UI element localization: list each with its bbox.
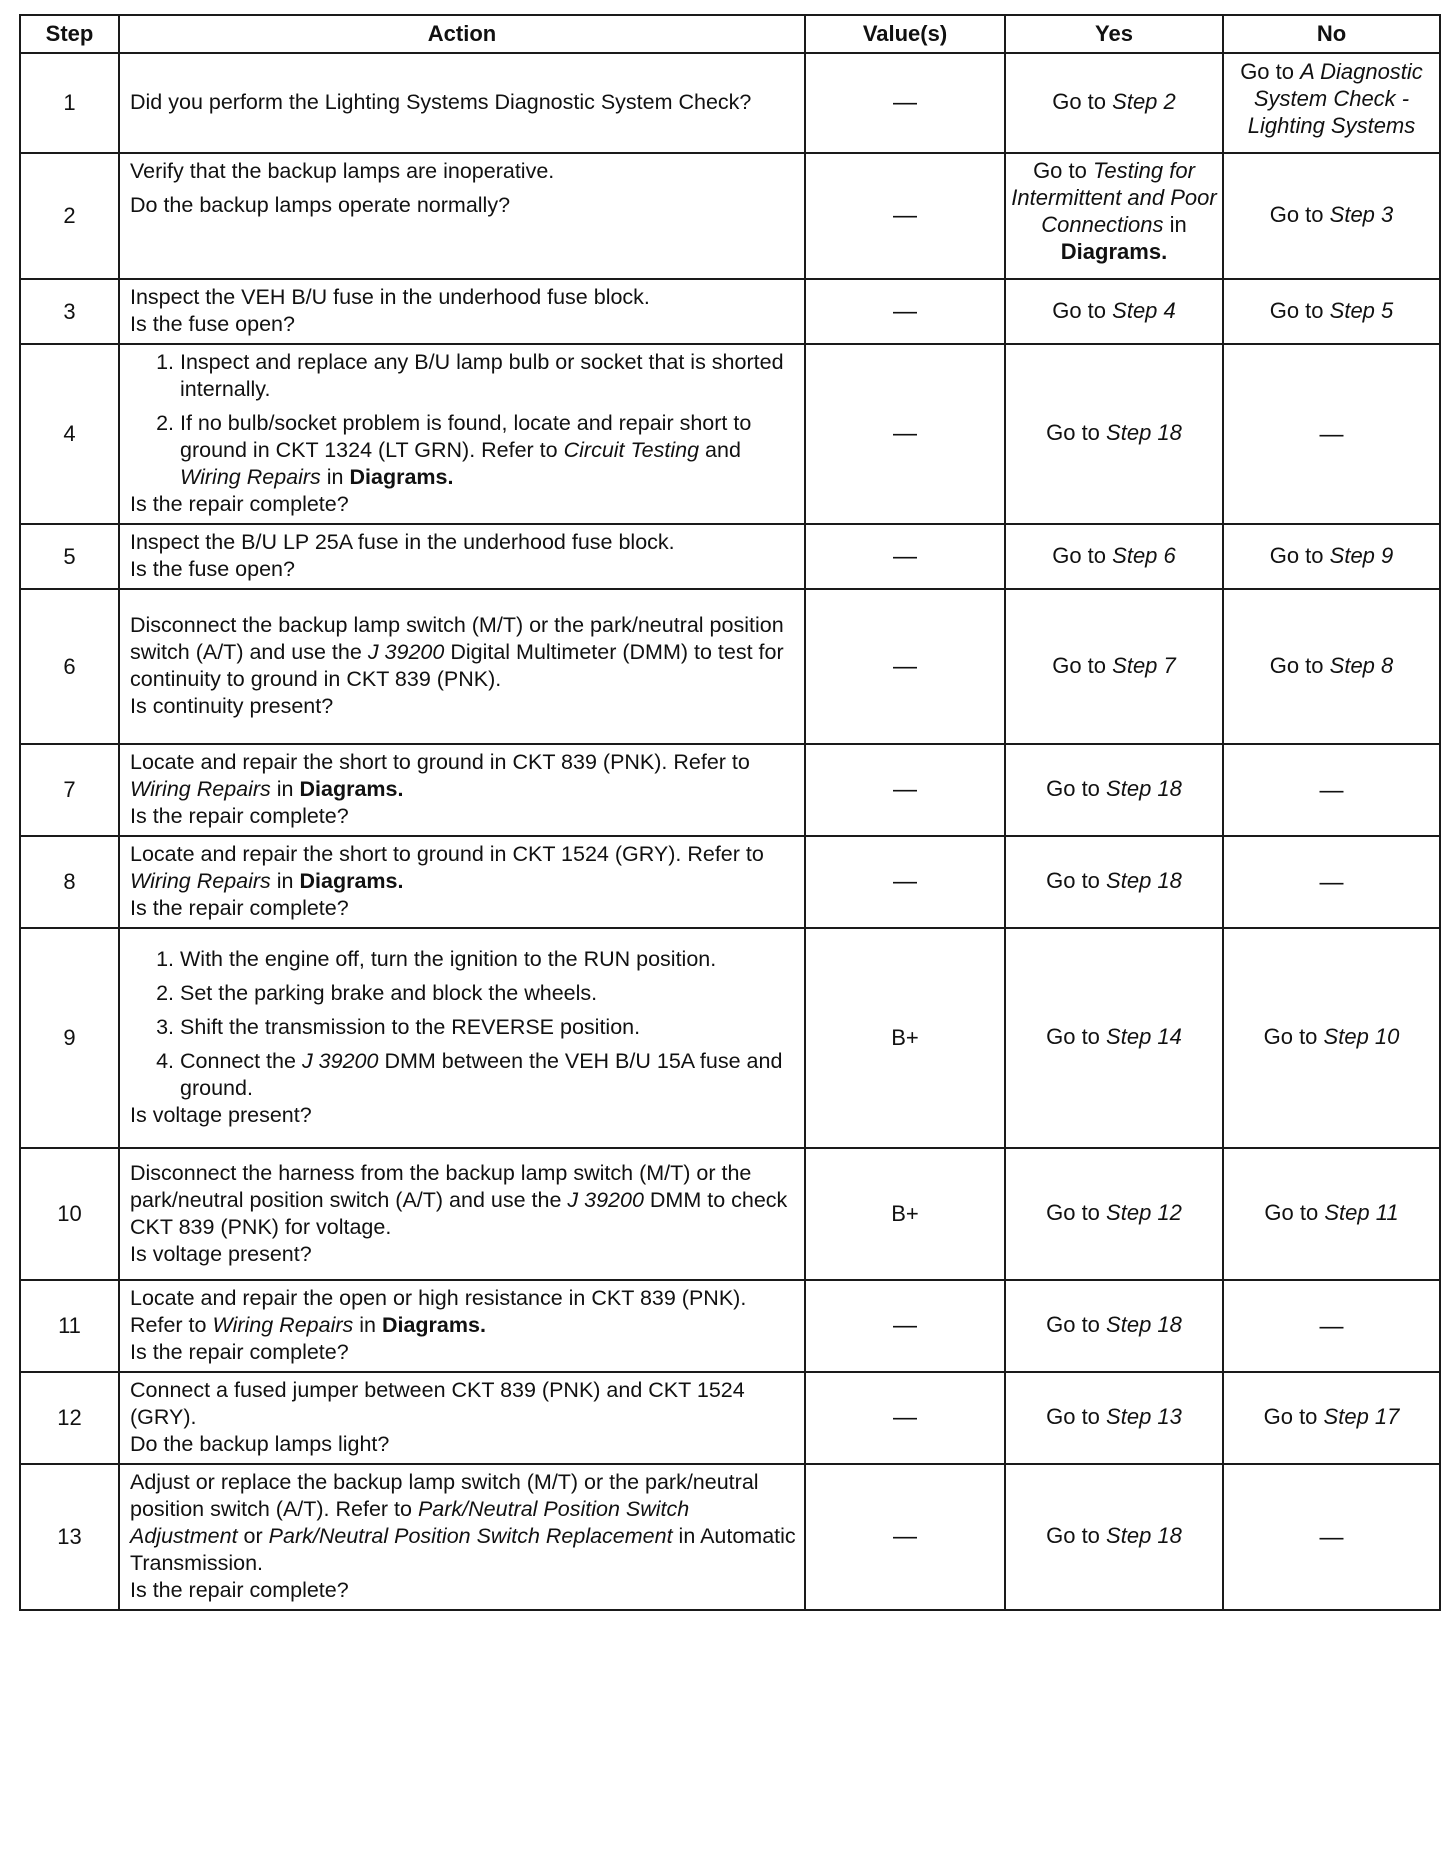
yes-cell	[1005, 153, 1223, 279]
doc-section: Diagrams.	[299, 869, 404, 893]
question-text: Is voltage present?	[130, 1241, 312, 1266]
question-text: Is the repair complete?	[130, 1578, 349, 1602]
yes-mid: in	[1169, 212, 1187, 237]
action-cell	[119, 153, 805, 279]
doc-section: Diagrams.	[349, 465, 454, 489]
yes-suffix: Diagrams.	[1060, 239, 1168, 264]
tool-reference: J 39200	[567, 1187, 644, 1212]
action-cell	[119, 524, 805, 589]
no-cell	[1223, 1280, 1440, 1372]
yes-link[interactable]	[1010, 867, 1218, 894]
yes-prefix: Go to	[1052, 542, 1107, 568]
list-item: 1. With the engine off, turn the ignition to the RUN position.	[180, 946, 796, 973]
value-text: —	[893, 420, 917, 447]
step-number: 11	[20, 1280, 119, 1372]
step-number: 5	[20, 524, 119, 589]
table-row-step-13	[20, 1464, 1440, 1610]
yes-prefix: Go to	[1046, 776, 1100, 801]
action-cell	[119, 836, 805, 928]
yes-link[interactable]	[1010, 775, 1218, 802]
yes-link[interactable]	[1010, 419, 1218, 446]
tool-reference: J 39200	[301, 1049, 379, 1073]
doc-reference: Park/Neutral Position Switch Adjustment	[130, 1497, 690, 1548]
action-text-part: in	[276, 869, 294, 893]
yes-cell	[1005, 1464, 1223, 1610]
yes-link[interactable]	[1010, 157, 1218, 265]
action-text-part: Digital Multimeter (DMM) to test for continuity to ground in CKT 839 (PNK).	[130, 640, 784, 691]
value-text: —	[893, 1312, 917, 1339]
step-number: 9	[20, 928, 119, 1148]
no-dash: —	[1319, 776, 1344, 804]
table-row-step-5	[20, 524, 1440, 589]
action-text-part: Locate and repair the short to ground in CKT 839 (PNK). Refer to	[130, 750, 750, 774]
no-cell	[1223, 1464, 1440, 1610]
step-number: 2	[20, 153, 119, 279]
diagnostic-table	[19, 14, 1441, 1611]
yes-ref: Step 18	[1106, 868, 1182, 893]
action-text-part: Locate and repair the short to ground in CKT 1524 (GRY). Refer to	[130, 842, 764, 866]
yes-ref: Step 13	[1106, 1404, 1182, 1429]
yes-ref: Step 2	[1112, 89, 1176, 114]
action-text	[130, 612, 796, 693]
yes-cell	[1005, 1372, 1223, 1464]
question-text: Is continuity present?	[130, 694, 334, 718]
question-text: Is the repair complete?	[130, 492, 349, 516]
yes-ref: Step 18	[1106, 1523, 1182, 1548]
action-text-part: in	[276, 777, 294, 801]
question-text: Is voltage present?	[130, 1103, 312, 1127]
table-row-step-7	[20, 744, 1440, 836]
no-cell	[1223, 344, 1440, 524]
value-text: —	[893, 1404, 917, 1431]
step-number: 13	[20, 1464, 119, 1610]
value-cell	[805, 524, 1005, 589]
no-ref: Step 17	[1323, 1404, 1400, 1429]
action-text	[130, 1469, 796, 1577]
no-prefix: Go to	[1269, 542, 1324, 568]
no-ref: Step 3	[1329, 202, 1394, 227]
no-cell	[1223, 928, 1440, 1148]
no-link[interactable]	[1228, 542, 1435, 569]
yes-prefix: Go to	[1046, 868, 1100, 893]
value-text: —	[893, 652, 917, 680]
value-text: —	[893, 776, 917, 803]
action-text: Inspect the B/U LP 25A fuse in the underhood fuse block.	[130, 530, 675, 554]
action-text-part: Locate and repair the open or high resistance in CKT 839 (PNK). Refer to	[130, 1286, 747, 1337]
header-action: Action	[119, 15, 805, 53]
item-text: and	[705, 438, 741, 462]
action-text: Did you perform the Lighting Systems Diagnostic System Check?	[130, 90, 752, 114]
doc-reference: Wiring Repairs	[130, 869, 271, 893]
value-cell	[805, 279, 1005, 344]
value-text: B+	[891, 1201, 919, 1226]
action-text-part: in Automatic Transmission.	[130, 1524, 796, 1575]
action-cell	[119, 53, 805, 153]
doc-reference: Park/Neutral Position Switch Replacement	[268, 1524, 673, 1548]
yes-cell	[1005, 1280, 1223, 1372]
doc-reference: Wiring Repairs	[180, 465, 321, 489]
list-item: 1. Inspect and replace any B/U lamp bulb or socket that is shorted internally.	[180, 349, 796, 403]
yes-cell	[1005, 524, 1223, 589]
action-cell	[119, 928, 805, 1148]
page	[19, 14, 1441, 1611]
yes-prefix: Go to	[1046, 1404, 1100, 1429]
no-dash: —	[1319, 1523, 1344, 1551]
table-row-step-2	[20, 153, 1440, 279]
question-text: Do the backup lamps light?	[130, 1432, 390, 1456]
doc-section: Diagrams.	[299, 777, 404, 801]
header-values: Value(s)	[805, 15, 1005, 53]
no-prefix: Go to	[1263, 1404, 1318, 1429]
no-cell	[1223, 1148, 1440, 1280]
question-text: Is the fuse open?	[130, 312, 295, 336]
no-link[interactable]	[1228, 201, 1435, 228]
yes-prefix: Go to	[1046, 420, 1100, 445]
list-item	[180, 410, 796, 491]
no-ref: Step 10	[1323, 1024, 1400, 1049]
yes-cell	[1005, 1148, 1223, 1280]
value-text: B+	[891, 1025, 919, 1050]
table-row-step-9	[20, 928, 1440, 1148]
yes-prefix: Go to	[1046, 1523, 1100, 1548]
value-text: —	[893, 1523, 917, 1550]
value-cell	[805, 1148, 1005, 1280]
action-cell	[119, 1280, 805, 1372]
step-number: 6	[20, 589, 119, 744]
yes-ref: Step 18	[1106, 420, 1182, 445]
action-cell	[119, 1148, 805, 1280]
yes-cell	[1005, 589, 1223, 744]
action-text-part: DMM to check CKT 839 (PNK) for voltage.	[130, 1187, 788, 1239]
step-number: 1	[20, 53, 119, 153]
yes-ref: Step 18	[1106, 1312, 1182, 1337]
action-cell	[119, 744, 805, 836]
no-prefix: Go to	[1264, 1200, 1319, 1225]
yes-link[interactable]	[1010, 1311, 1218, 1338]
no-link[interactable]	[1228, 652, 1435, 679]
question-text: Is the fuse open?	[130, 557, 295, 581]
yes-ref: Step 7	[1112, 652, 1176, 678]
yes-prefix: Go to	[1046, 1312, 1100, 1337]
action-cell	[119, 1464, 805, 1610]
table-row-step-6	[20, 589, 1440, 744]
doc-reference: Circuit Testing	[563, 438, 700, 462]
action-text-part: or	[243, 1524, 263, 1548]
yes-link[interactable]	[1010, 1199, 1218, 1226]
step-number: 7	[20, 744, 119, 836]
table-row-step-12	[20, 1372, 1440, 1464]
doc-section: Diagrams.	[381, 1313, 486, 1337]
no-ref: Step 8	[1329, 652, 1394, 678]
table-row-step-1	[20, 53, 1440, 153]
no-cell	[1223, 524, 1440, 589]
no-cell	[1223, 589, 1440, 744]
list-item	[180, 1048, 796, 1102]
item-text: DMM between the VEH B/U 15A fuse and ground.	[180, 1049, 783, 1100]
action-text	[130, 1160, 796, 1241]
value-text: —	[893, 542, 917, 570]
action-text	[130, 749, 796, 803]
question-text: Is the repair complete?	[130, 1340, 349, 1364]
yes-cell	[1005, 928, 1223, 1148]
yes-link[interactable]	[1010, 1522, 1218, 1549]
doc-reference: Wiring Repairs	[130, 777, 271, 801]
no-cell	[1223, 836, 1440, 928]
action-cell	[119, 344, 805, 524]
no-cell	[1223, 1372, 1440, 1464]
no-prefix: Go to	[1240, 59, 1294, 84]
no-link[interactable]	[1228, 1199, 1435, 1226]
item-text: in	[326, 465, 344, 489]
value-cell	[805, 836, 1005, 928]
question-text: Do the backup lamps operate normally?	[130, 193, 511, 217]
yes-ref: Step 18	[1106, 776, 1182, 801]
table-row-step-11	[20, 1280, 1440, 1372]
step-number: 3	[20, 279, 119, 344]
value-text: —	[893, 202, 917, 229]
no-link[interactable]	[1228, 297, 1435, 324]
yes-cell	[1005, 344, 1223, 524]
yes-ref: Step 4	[1112, 297, 1176, 323]
yes-ref: Testing for Intermittent and Poor Connections	[1011, 158, 1217, 237]
value-cell	[805, 1372, 1005, 1464]
value-cell	[805, 928, 1005, 1148]
action-cell	[119, 589, 805, 744]
yes-cell	[1005, 279, 1223, 344]
yes-link[interactable]	[1010, 88, 1218, 115]
table-row-step-3	[20, 279, 1440, 344]
yes-cell	[1005, 836, 1223, 928]
value-text: —	[893, 868, 917, 895]
step-number: 8	[20, 836, 119, 928]
no-dash: —	[1319, 1312, 1344, 1340]
no-link[interactable]	[1228, 1403, 1435, 1430]
header-yes: Yes	[1005, 15, 1223, 53]
value-text: —	[893, 297, 917, 325]
table-row-step-8	[20, 836, 1440, 928]
action-text-part: Disconnect the harness from the backup lamp switch (M/T) or the park/neutral position switch (A/T) and use the	[130, 1160, 752, 1212]
no-ref: Step 9	[1329, 542, 1394, 568]
no-prefix: Go to	[1269, 297, 1324, 323]
value-cell	[805, 744, 1005, 836]
no-cell	[1223, 279, 1440, 344]
yes-prefix: Go to	[1046, 1200, 1100, 1225]
step-number: 4	[20, 344, 119, 524]
yes-link[interactable]	[1010, 652, 1218, 679]
yes-cell	[1005, 53, 1223, 153]
yes-ref: Step 12	[1106, 1200, 1182, 1225]
action-text: Verify that the backup lamps are inoperative.	[130, 159, 555, 183]
doc-reference: Wiring Repairs	[212, 1313, 354, 1337]
no-dash: —	[1319, 868, 1344, 896]
no-dash: —	[1319, 420, 1344, 448]
value-cell	[805, 344, 1005, 524]
list-item: 2. Set the parking brake and block the wheels.	[180, 980, 796, 1007]
yes-prefix: Go to	[1052, 297, 1107, 323]
header-step: Step	[20, 15, 119, 53]
table-row-step-4	[20, 344, 1440, 524]
yes-prefix: Go to	[1033, 158, 1087, 183]
no-cell	[1223, 153, 1440, 279]
step-number: 12	[20, 1372, 119, 1464]
yes-link[interactable]	[1010, 297, 1218, 324]
yes-link[interactable]	[1010, 1023, 1218, 1050]
no-ref: A Diagnostic System Check - Lighting Systems	[1247, 59, 1423, 138]
no-cell	[1223, 53, 1440, 153]
value-cell	[805, 1464, 1005, 1610]
list-item: 3. Shift the transmission to the REVERSE position.	[180, 1014, 796, 1041]
action-cell	[119, 1372, 805, 1464]
value-text: —	[893, 89, 917, 116]
table-row-step-10	[20, 1148, 1440, 1280]
no-ref: Step 5	[1329, 297, 1394, 323]
value-cell	[805, 1280, 1005, 1372]
no-prefix: Go to	[1263, 1024, 1318, 1049]
yes-prefix: Go to	[1046, 1024, 1100, 1049]
action-text-part: Adjust or replace the backup lamp switch (M/T) or the park/neutral position switch (A/T). Refer to	[130, 1470, 759, 1521]
action-text	[130, 841, 796, 895]
header-no: No	[1223, 15, 1440, 53]
tool-reference: J 39200	[367, 640, 445, 664]
action-text-part: Disconnect the backup lamp switch (M/T) or the park/neutral position switch (A/T) and use the	[130, 613, 784, 664]
action-text	[130, 1285, 796, 1339]
value-cell	[805, 53, 1005, 153]
value-cell	[805, 153, 1005, 279]
question-text: Is the repair complete?	[130, 804, 349, 828]
yes-cell	[1005, 744, 1223, 836]
no-link[interactable]	[1228, 1023, 1435, 1050]
action-cell	[119, 279, 805, 344]
no-ref: Step 11	[1324, 1200, 1399, 1225]
no-prefix: Go to	[1269, 202, 1324, 227]
no-cell	[1223, 744, 1440, 836]
yes-prefix: Go to	[1052, 652, 1107, 678]
yes-prefix: Go to	[1052, 89, 1107, 114]
no-link[interactable]	[1228, 58, 1435, 139]
value-cell	[805, 589, 1005, 744]
question-text: Is the repair complete?	[130, 896, 349, 920]
action-text: Connect a fused jumper between CKT 839 (PNK) and CKT 1524 (GRY).	[130, 1378, 745, 1429]
item-text: If no bulb/socket problem is found, locate and repair short to ground in CKT 1324 (LT GRN). Refer to	[180, 411, 752, 462]
no-prefix: Go to	[1269, 652, 1324, 678]
yes-link[interactable]	[1010, 1403, 1218, 1430]
yes-ref: Step 6	[1112, 542, 1176, 568]
yes-link[interactable]	[1010, 542, 1218, 569]
item-text: Connect the	[180, 1049, 296, 1073]
action-text-part: in	[359, 1313, 376, 1337]
header-row	[20, 15, 1440, 53]
action-text: Inspect the VEH B/U fuse in the underhood fuse block.	[130, 285, 650, 309]
step-number: 10	[20, 1148, 119, 1280]
yes-ref: Step 14	[1106, 1024, 1182, 1049]
